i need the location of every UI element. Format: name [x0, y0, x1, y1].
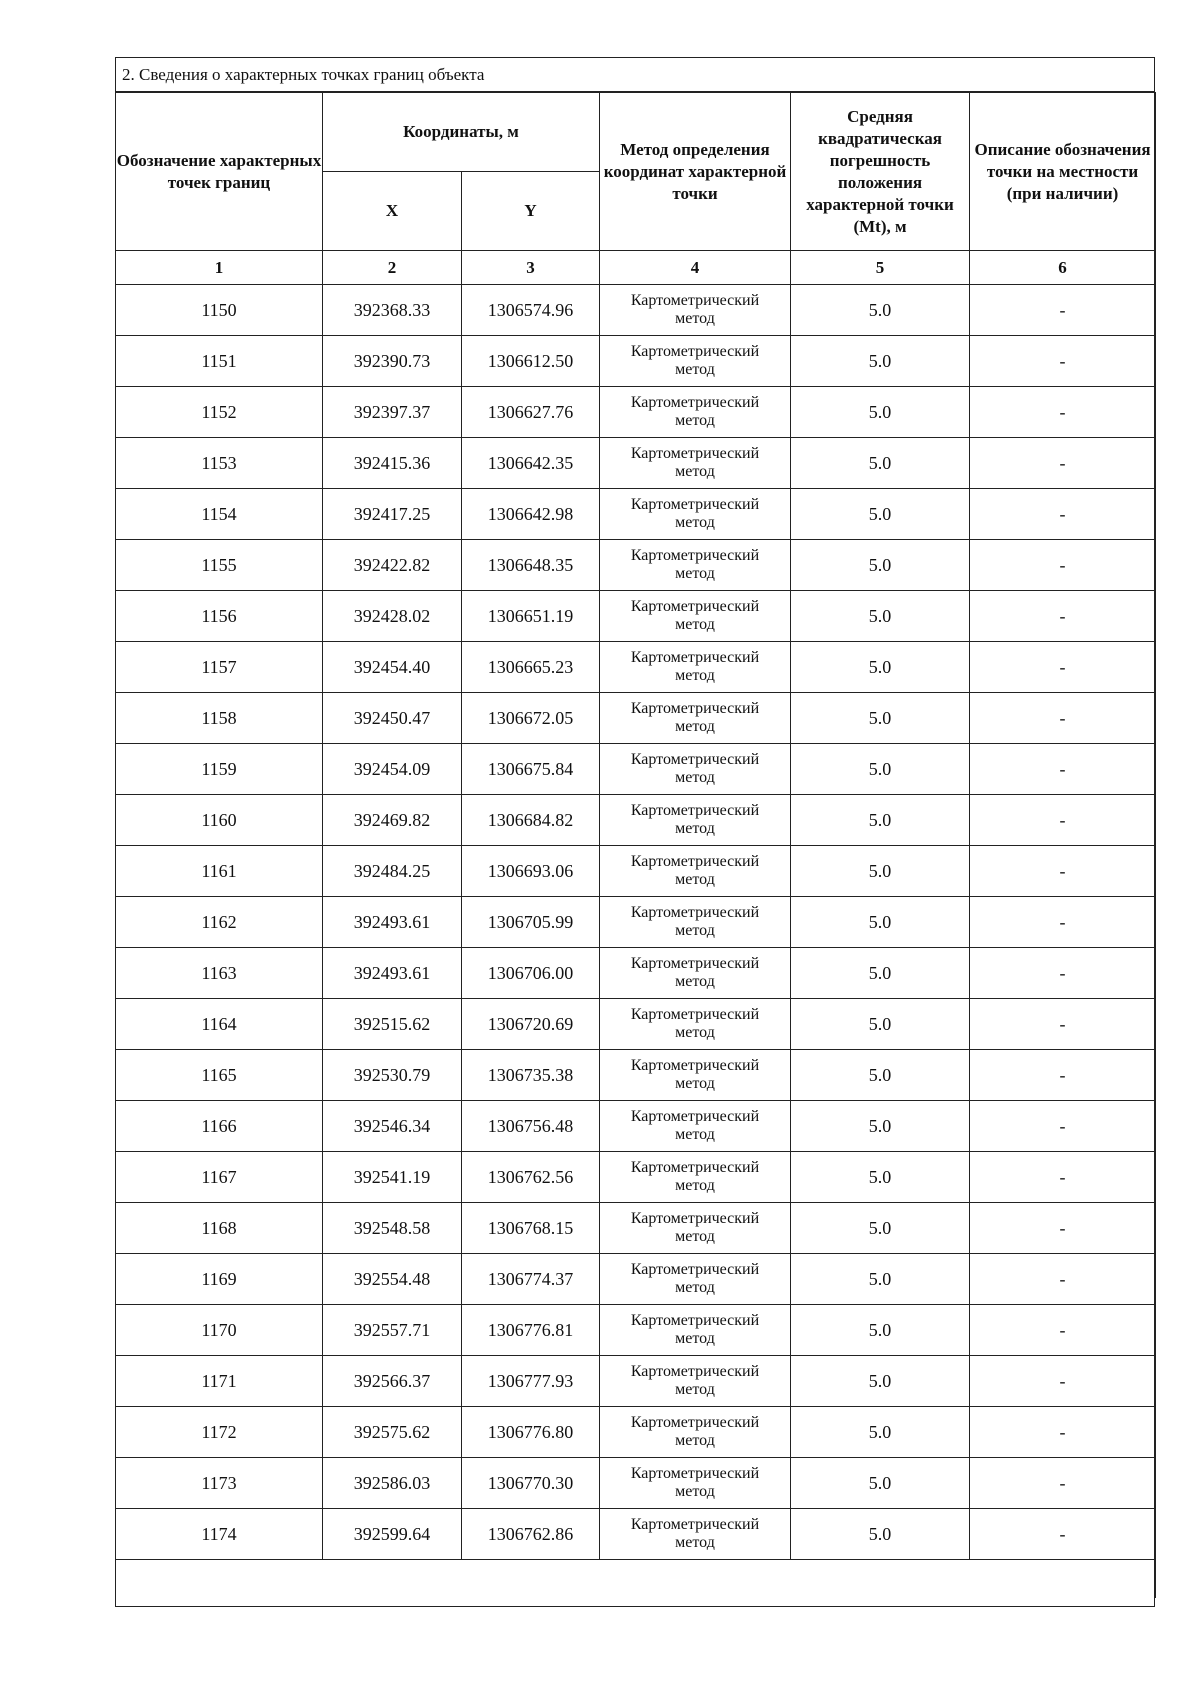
method-cell [600, 1050, 791, 1101]
y-coordinate-cell: 1306756.48 [462, 1101, 600, 1152]
point-id-cell: 1152 [116, 387, 323, 438]
method-cell [600, 438, 791, 489]
error-cell: 5.0 [791, 1458, 970, 1509]
header-number: 4 [600, 251, 791, 285]
table-row [116, 897, 1156, 948]
x-coordinate-cell: 392422.82 [323, 540, 462, 591]
point-id-cell: 1166 [116, 1101, 323, 1152]
table-row [116, 948, 1156, 999]
method-line: Картометрический [630, 853, 760, 870]
x-coordinate-cell: 392484.25 [323, 846, 462, 897]
x-coordinate-cell: 392530.79 [323, 1050, 462, 1101]
method-line: метод [675, 463, 715, 480]
header-description: Описание обозначения точки на местности (при наличии) [970, 93, 1156, 251]
description-cell: - [970, 1050, 1156, 1101]
y-coordinate-cell: 1306768.15 [462, 1203, 600, 1254]
error-cell: 5.0 [791, 642, 970, 693]
point-id-cell: 1174 [116, 1509, 323, 1560]
header-error: Средняя квадратическая погрешность положения характерной точки (Mt), м [791, 93, 970, 251]
error-cell: 5.0 [791, 948, 970, 999]
y-coordinate-cell: 1306648.35 [462, 540, 600, 591]
error-cell: 5.0 [791, 1203, 970, 1254]
header-number: 3 [462, 251, 600, 285]
method-cell [600, 1254, 791, 1305]
point-id-cell: 1172 [116, 1407, 323, 1458]
description-cell: - [970, 336, 1156, 387]
method-line: метод [675, 1024, 715, 1041]
method-line: метод [675, 1126, 715, 1143]
method-cell [600, 285, 791, 336]
x-coordinate-cell: 392541.19 [323, 1152, 462, 1203]
point-id-cell: 1171 [116, 1356, 323, 1407]
description-cell: - [970, 1203, 1156, 1254]
x-coordinate-cell: 392557.71 [323, 1305, 462, 1356]
description-cell: - [970, 438, 1156, 489]
method-cell [600, 336, 791, 387]
table-row [116, 438, 1156, 489]
table-row [116, 1050, 1156, 1101]
method-line: метод [675, 514, 715, 531]
description-cell: - [970, 387, 1156, 438]
table-row [116, 693, 1156, 744]
table-row [116, 387, 1156, 438]
method-line: Картометрический [630, 1465, 760, 1482]
x-coordinate-cell: 392428.02 [323, 591, 462, 642]
error-cell: 5.0 [791, 1509, 970, 1560]
y-coordinate-cell: 1306735.38 [462, 1050, 600, 1101]
method-line: Картометрический [630, 547, 760, 564]
x-coordinate-cell: 392515.62 [323, 999, 462, 1050]
document-sheet [115, 57, 1155, 1607]
error-cell: 5.0 [791, 591, 970, 642]
x-coordinate-cell: 392493.61 [323, 948, 462, 999]
method-line: Картометрический [630, 802, 760, 819]
method-line: Картометрический [630, 394, 760, 411]
error-cell: 5.0 [791, 999, 970, 1050]
error-cell: 5.0 [791, 693, 970, 744]
y-coordinate-cell: 1306612.50 [462, 336, 600, 387]
method-line: Картометрический [630, 1516, 760, 1533]
error-cell: 5.0 [791, 336, 970, 387]
method-line: Картометрический [630, 1261, 760, 1278]
table-row [116, 744, 1156, 795]
table-row [116, 1356, 1156, 1407]
method-line: Картометрический [630, 1006, 760, 1023]
description-cell: - [970, 642, 1156, 693]
header-coordinates: Координаты, м [323, 93, 600, 172]
y-coordinate-cell: 1306693.06 [462, 846, 600, 897]
y-coordinate-cell: 1306720.69 [462, 999, 600, 1050]
method-line: метод [675, 1381, 715, 1398]
header-number: 1 [116, 251, 323, 285]
error-cell: 5.0 [791, 846, 970, 897]
method-line: Картометрический [630, 445, 760, 462]
y-coordinate-cell: 1306706.00 [462, 948, 600, 999]
description-cell: - [970, 1101, 1156, 1152]
description-cell: - [970, 1356, 1156, 1407]
point-id-cell: 1170 [116, 1305, 323, 1356]
error-cell: 5.0 [791, 387, 970, 438]
method-line: Картометрический [630, 292, 760, 309]
method-line: метод [675, 769, 715, 786]
description-cell: - [970, 1254, 1156, 1305]
error-cell: 5.0 [791, 1050, 970, 1101]
y-coordinate-cell: 1306705.99 [462, 897, 600, 948]
y-coordinate-cell: 1306672.05 [462, 693, 600, 744]
method-cell [600, 1509, 791, 1560]
table-row [116, 489, 1156, 540]
method-line: метод [675, 667, 715, 684]
method-line: метод [675, 718, 715, 735]
point-id-cell: 1157 [116, 642, 323, 693]
method-cell [600, 489, 791, 540]
point-id-cell: 1167 [116, 1152, 323, 1203]
y-coordinate-cell: 1306762.86 [462, 1509, 600, 1560]
description-cell: - [970, 1509, 1156, 1560]
x-coordinate-cell: 392548.58 [323, 1203, 462, 1254]
point-id-cell: 1161 [116, 846, 323, 897]
method-line: Картометрический [630, 1312, 760, 1329]
header-x: X [323, 172, 462, 251]
x-coordinate-cell: 392397.37 [323, 387, 462, 438]
description-cell: - [970, 948, 1156, 999]
point-id-cell: 1154 [116, 489, 323, 540]
method-line: Картометрический [630, 751, 760, 768]
table-row [116, 846, 1156, 897]
method-line: метод [675, 310, 715, 327]
table-row [116, 591, 1156, 642]
table-row [116, 540, 1156, 591]
x-coordinate-cell: 392415.36 [323, 438, 462, 489]
point-id-cell: 1150 [116, 285, 323, 336]
error-cell: 5.0 [791, 540, 970, 591]
method-line: метод [675, 412, 715, 429]
method-cell [600, 897, 791, 948]
method-cell [600, 1458, 791, 1509]
error-cell: 5.0 [791, 285, 970, 336]
y-coordinate-cell: 1306776.81 [462, 1305, 600, 1356]
method-line: Картометрический [630, 1210, 760, 1227]
point-id-cell: 1160 [116, 795, 323, 846]
x-coordinate-cell: 392493.61 [323, 897, 462, 948]
description-cell: - [970, 744, 1156, 795]
table-row [116, 1203, 1156, 1254]
description-cell: - [970, 897, 1156, 948]
method-cell [600, 693, 791, 744]
description-cell: - [970, 591, 1156, 642]
method-cell [600, 540, 791, 591]
table-body [116, 285, 1156, 1599]
method-cell [600, 642, 791, 693]
method-line: метод [675, 1075, 715, 1092]
description-cell: - [970, 795, 1156, 846]
header-designation: Обозначение характерных точек границ [116, 93, 323, 251]
description-cell: - [970, 1458, 1156, 1509]
method-line: метод [675, 922, 715, 939]
point-id-cell: 1158 [116, 693, 323, 744]
x-coordinate-cell: 392450.47 [323, 693, 462, 744]
table-row [116, 1101, 1156, 1152]
method-line: Картометрический [630, 955, 760, 972]
table-row [116, 999, 1156, 1050]
header-number: 5 [791, 251, 970, 285]
table-row [116, 642, 1156, 693]
method-cell [600, 1305, 791, 1356]
method-line: Картометрический [630, 1414, 760, 1431]
point-id-cell: 1155 [116, 540, 323, 591]
method-line: Картометрический [630, 1108, 760, 1125]
y-coordinate-cell: 1306574.96 [462, 285, 600, 336]
table-row [116, 1509, 1156, 1560]
table-header [116, 93, 1156, 285]
method-cell [600, 795, 791, 846]
error-cell: 5.0 [791, 795, 970, 846]
error-cell: 5.0 [791, 1152, 970, 1203]
x-coordinate-cell: 392454.09 [323, 744, 462, 795]
method-line: метод [675, 871, 715, 888]
method-line: метод [675, 1534, 715, 1551]
method-line: метод [675, 616, 715, 633]
y-coordinate-cell: 1306684.82 [462, 795, 600, 846]
description-cell: - [970, 489, 1156, 540]
x-coordinate-cell: 392417.25 [323, 489, 462, 540]
method-line: Картометрический [630, 904, 760, 921]
header-method: Метод определения координат характерной точки [600, 93, 791, 251]
method-cell [600, 591, 791, 642]
method-line: Картометрический [630, 598, 760, 615]
method-cell [600, 744, 791, 795]
y-coordinate-cell: 1306762.56 [462, 1152, 600, 1203]
method-line: метод [675, 973, 715, 990]
point-id-cell: 1159 [116, 744, 323, 795]
table-row [116, 1458, 1156, 1509]
method-line: Картометрический [630, 1057, 760, 1074]
error-cell: 5.0 [791, 744, 970, 795]
error-cell: 5.0 [791, 438, 970, 489]
point-id-cell: 1165 [116, 1050, 323, 1101]
method-cell [600, 1203, 791, 1254]
method-line: метод [675, 1279, 715, 1296]
table-row [116, 285, 1156, 336]
method-line: метод [675, 1228, 715, 1245]
x-coordinate-cell: 392390.73 [323, 336, 462, 387]
method-cell [600, 999, 791, 1050]
error-cell: 5.0 [791, 1407, 970, 1458]
point-id-cell: 1168 [116, 1203, 323, 1254]
method-line: метод [675, 1330, 715, 1347]
method-cell [600, 1101, 791, 1152]
y-coordinate-cell: 1306770.30 [462, 1458, 600, 1509]
x-coordinate-cell: 392599.64 [323, 1509, 462, 1560]
method-line: метод [675, 1483, 715, 1500]
method-cell [600, 1356, 791, 1407]
point-id-cell: 1151 [116, 336, 323, 387]
x-coordinate-cell: 392368.33 [323, 285, 462, 336]
y-coordinate-cell: 1306774.37 [462, 1254, 600, 1305]
method-cell [600, 1407, 791, 1458]
point-id-cell: 1164 [116, 999, 323, 1050]
table-row [116, 1305, 1156, 1356]
method-line: Картометрический [630, 496, 760, 513]
point-id-cell: 1173 [116, 1458, 323, 1509]
empty-row [116, 1560, 1156, 1599]
description-cell: - [970, 846, 1156, 897]
method-line: метод [675, 361, 715, 378]
method-cell [600, 1152, 791, 1203]
table-row [116, 1152, 1156, 1203]
description-cell: - [970, 1407, 1156, 1458]
point-id-cell: 1163 [116, 948, 323, 999]
description-cell: - [970, 693, 1156, 744]
method-line: метод [675, 820, 715, 837]
method-cell [600, 948, 791, 999]
table-row [116, 1407, 1156, 1458]
point-id-cell: 1162 [116, 897, 323, 948]
x-coordinate-cell: 392469.82 [323, 795, 462, 846]
point-id-cell: 1156 [116, 591, 323, 642]
method-cell [600, 846, 791, 897]
description-cell: - [970, 1152, 1156, 1203]
method-cell [600, 387, 791, 438]
x-coordinate-cell: 392554.48 [323, 1254, 462, 1305]
error-cell: 5.0 [791, 1254, 970, 1305]
error-cell: 5.0 [791, 489, 970, 540]
description-cell: - [970, 285, 1156, 336]
x-coordinate-cell: 392546.34 [323, 1101, 462, 1152]
x-coordinate-cell: 392575.62 [323, 1407, 462, 1458]
empty-cell [116, 1560, 1156, 1599]
header-number: 6 [970, 251, 1156, 285]
table-row [116, 795, 1156, 846]
method-line: метод [675, 1177, 715, 1194]
point-id-cell: 1153 [116, 438, 323, 489]
header-y: Y [462, 172, 600, 251]
y-coordinate-cell: 1306651.19 [462, 591, 600, 642]
description-cell: - [970, 999, 1156, 1050]
method-line: метод [675, 1432, 715, 1449]
table-row [116, 336, 1156, 387]
error-cell: 5.0 [791, 1101, 970, 1152]
error-cell: 5.0 [791, 1356, 970, 1407]
y-coordinate-cell: 1306642.98 [462, 489, 600, 540]
x-coordinate-cell: 392586.03 [323, 1458, 462, 1509]
point-id-cell: 1169 [116, 1254, 323, 1305]
y-coordinate-cell: 1306675.84 [462, 744, 600, 795]
x-coordinate-cell: 392454.40 [323, 642, 462, 693]
method-line: Картометрический [630, 1159, 760, 1176]
method-line: метод [675, 565, 715, 582]
y-coordinate-cell: 1306627.76 [462, 387, 600, 438]
header-number: 2 [323, 251, 462, 285]
method-line: Картометрический [630, 649, 760, 666]
x-coordinate-cell: 392566.37 [323, 1356, 462, 1407]
method-line: Картометрический [630, 343, 760, 360]
y-coordinate-cell: 1306665.23 [462, 642, 600, 693]
section-title: 2. Сведения о характерных точках границ объекта [116, 58, 1154, 92]
boundary-points-table [115, 92, 1156, 1598]
error-cell: 5.0 [791, 1305, 970, 1356]
description-cell: - [970, 1305, 1156, 1356]
description-cell: - [970, 540, 1156, 591]
error-cell: 5.0 [791, 897, 970, 948]
method-line: Картометрический [630, 1363, 760, 1380]
y-coordinate-cell: 1306777.93 [462, 1356, 600, 1407]
y-coordinate-cell: 1306642.35 [462, 438, 600, 489]
table-row [116, 1254, 1156, 1305]
y-coordinate-cell: 1306776.80 [462, 1407, 600, 1458]
method-line: Картометрический [630, 700, 760, 717]
